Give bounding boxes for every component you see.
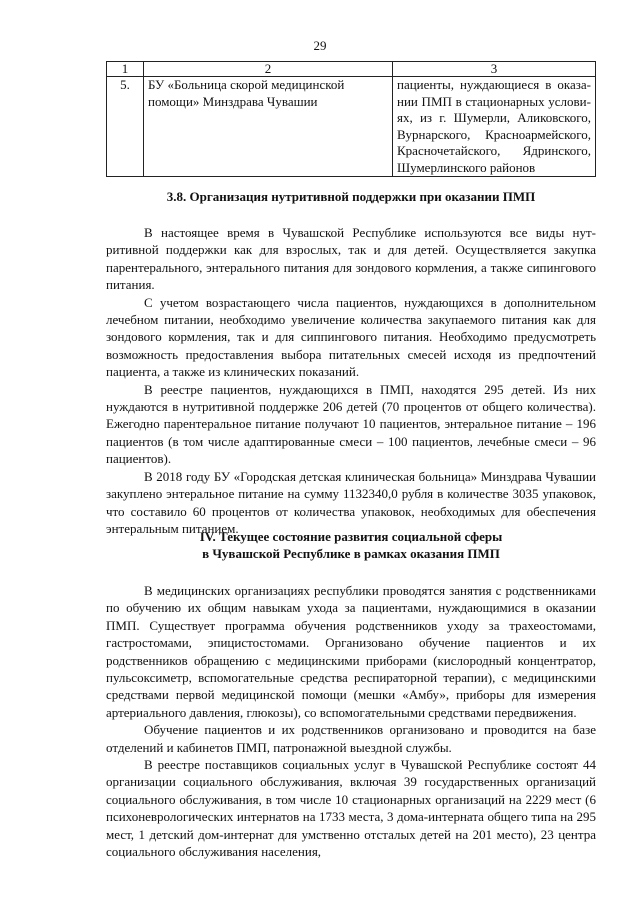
section-iv-body [106,582,596,861]
table-header-cell: 1 [107,62,144,77]
paragraph: В реестре пациентов, нуждающихся в ПМП, находятся 295 детей. Из них нуждаются в нутритивной поддержке 206 детей (70 процентов от общего количества). Ежегодно парентеральное питание получают 10 пациентов, энтеральное питание – 196 пациентов (в том числе адаптированные смеси – 100 пациентов, лечебные смеси – 96 пациентов). [106,381,596,467]
paragraph: С учетом возрастающего числа пациентов, нуждающихся в дополнительном лечебном питании, необходимо увеличение количества закупаемого питания как для зондового кормления, так и для сиппингового питания. Необходимо предусмотреть возможность предоставления выбора питательных смесей исходя из предпочтений пациента, а также из клинических показаний. [106,294,596,380]
table-row [107,77,596,177]
paragraph: В настоящее время в Чувашской Республике используются все виды нутритивной поддержки как для взрослых, так и для детей. Осуществляется закупка парентерального, энтерального питания для зондового кормления, а также сипингового питания. [106,225,596,293]
table-header-cell: 2 [144,62,393,77]
paragraph: В медицинских организациях республики проводятся занятия с родственниками по обучению их общим навыкам ухода за пациентами, нуждающимися в оказании ПМП. Существует программа обучения родственников уходу за трахеостомами, гастростомами, эпицистостомами. Организовано обучение пациентов и их родственников обращению с медицинскими приборами (кислородный концентратор, пульсоксиметр, вспомогательные средства респираторной терапии), с медицинскими средствами первой медицинской помощи (мешки «Амбу», приборы для измерения артериального давления, глюкозы), со вспомогательными средствами передвижения. [106,583,596,720]
page-number: 29 [313,38,327,53]
organizations-table [106,61,596,177]
section-3-8-body [106,224,596,537]
table-header-row [107,62,596,77]
organization-name: БУ «Больница скорой медицинской помощи» Минздрава Чувашии [144,77,393,177]
section-iv-title-line1: IV. Текущее состояние развития социальной сферы [199,529,503,544]
paragraph: Обучение пациентов и их родственников организовано и проводится на базе отделений и кабинетов ПМП, патронажной выездной службы. [106,722,596,755]
paragraph: В реестре поставщиков социальных услуг в Чувашской Республике состоят 44 организации социального обслуживания, включая 39 государственных организаций социального обслуживания, в том числе 10 стационарных организаций на 2229 мест (6 психоневрологических интернатов на 1733 места, 3 дома-интерната общего типа на 295 мест, 1 детский дом-интернат для умственно отсталых детей на 201 место), 23 центра социального обслуживания населения, [106,757,596,860]
row-number: 5. [107,77,144,177]
table-header-cell: 3 [393,62,596,77]
paragraph: В 2018 году БУ «Городская детская клиническая больница» Минздрава Чувашии закуплено энтеральное питание на сумму 1132340,0 рубля в количестве 3035 упаковок, что составило 60 процентов от количества упаковок, необходимых для обеспечения энтеральным питанием. [106,468,596,536]
section-3-8-title: 3.8. Организация нутритивной поддержки при оказании ПМП [166,189,536,204]
patients-description: пациенты, нуждающиеся в оказании ПМП в стационарных условиях, из г. Шумерли, Аликовского, Вурнарского, Красноармейского, Красночетайского, Ядринского, Шумерлинского районов [393,77,596,177]
section-iv-title-line2: в Чувашской Республике в рамках оказания ПМП [202,546,500,561]
